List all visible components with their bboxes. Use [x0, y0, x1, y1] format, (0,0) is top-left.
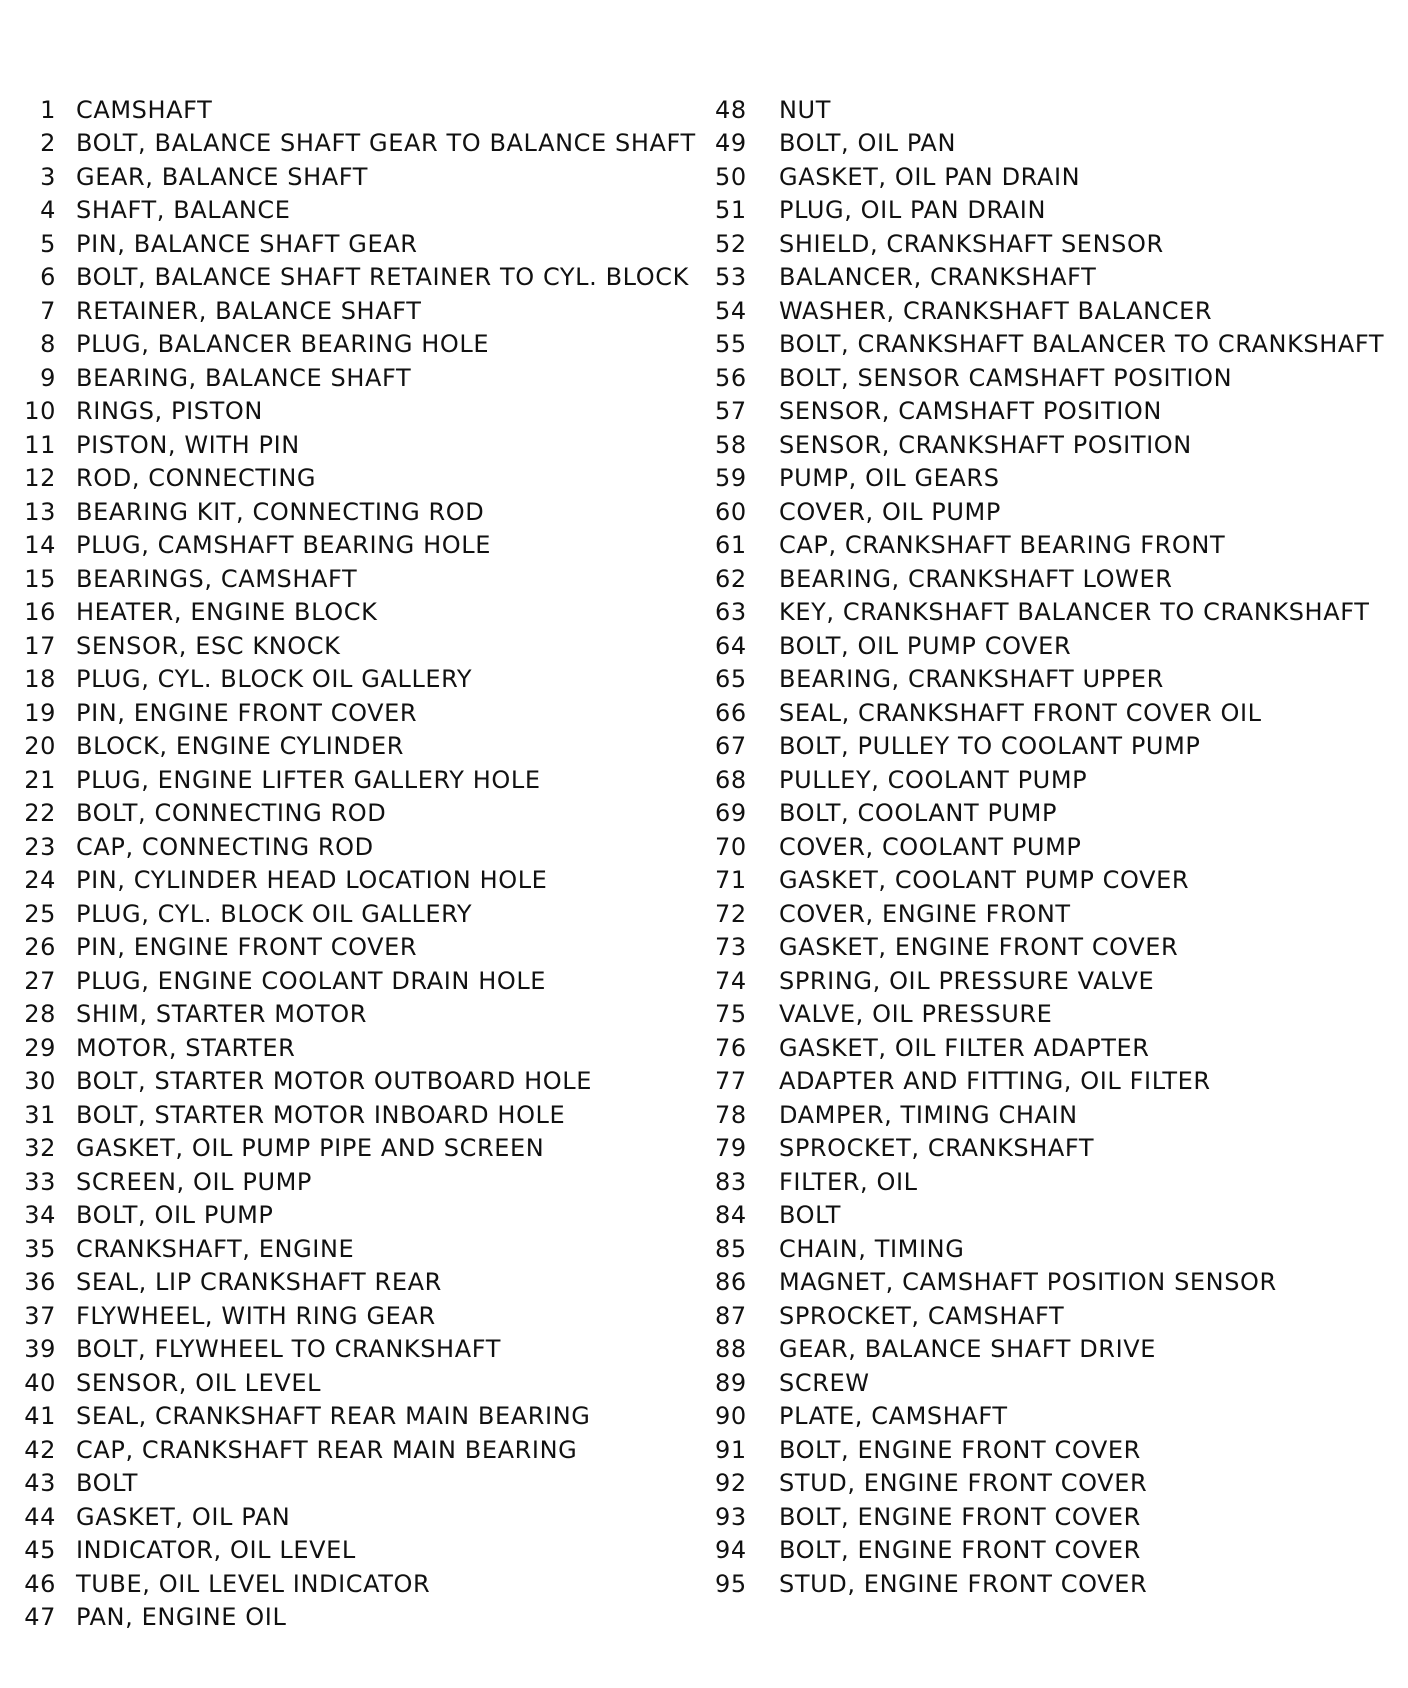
- part-description: GEAR, BALANCE SHAFT DRIVE: [779, 1335, 1157, 1364]
- part-number: 35: [24, 1234, 56, 1263]
- part-number: 15: [24, 564, 56, 593]
- part-row: [715, 1165, 1405, 1199]
- part-row: [8, 830, 708, 864]
- part-description: SENSOR, CAMSHAFT POSITION: [779, 397, 1162, 426]
- part-description: SHIM, STARTER MOTOR: [76, 1000, 368, 1029]
- part-row: [8, 1601, 708, 1635]
- part-row: [8, 395, 708, 429]
- part-description: BEARING, CRANKSHAFT UPPER: [779, 665, 1164, 694]
- part-description: BOLT, OIL PAN: [779, 129, 956, 158]
- part-description: PULLEY, COOLANT PUMP: [779, 765, 1088, 794]
- part-number: 6: [40, 263, 56, 292]
- part-row: [8, 1534, 708, 1568]
- part-number: 9: [40, 363, 56, 392]
- part-row: [8, 730, 708, 764]
- part-row: [8, 1232, 708, 1266]
- part-row: [715, 663, 1405, 697]
- part-description: PIN, BALANCE SHAFT GEAR: [76, 229, 418, 258]
- part-description: PIN, CYLINDER HEAD LOCATION HOLE: [76, 866, 548, 895]
- part-description: SEAL, CRANKSHAFT REAR MAIN BEARING: [76, 1402, 591, 1431]
- part-row: [715, 328, 1405, 362]
- part-row: [715, 428, 1405, 462]
- part-number: 63: [715, 598, 747, 627]
- part-description: GASKET, ENGINE FRONT COVER: [779, 933, 1179, 962]
- part-row: [715, 629, 1405, 663]
- part-row: [8, 428, 708, 462]
- part-row: [715, 395, 1405, 429]
- part-number: 16: [24, 598, 56, 627]
- part-row: [8, 998, 708, 1032]
- part-description: PLUG, CAMSHAFT BEARING HOLE: [76, 531, 491, 560]
- part-number: 87: [715, 1301, 747, 1330]
- part-description: BOLT, FLYWHEEL TO CRANKSHAFT: [76, 1335, 501, 1364]
- part-row: [715, 596, 1405, 630]
- part-description: PAN, ENGINE OIL: [76, 1603, 287, 1632]
- part-number: 91: [715, 1435, 747, 1464]
- part-description: TUBE, OIL LEVEL INDICATOR: [76, 1569, 431, 1598]
- part-description: MOTOR, STARTER: [76, 1033, 296, 1062]
- part-number: 11: [24, 430, 56, 459]
- part-description: BOLT, ENGINE FRONT COVER: [779, 1435, 1141, 1464]
- part-description: HEATER, ENGINE BLOCK: [76, 598, 378, 627]
- part-row: [715, 1299, 1405, 1333]
- part-description: PIN, ENGINE FRONT COVER: [76, 933, 418, 962]
- part-row: [715, 1366, 1405, 1400]
- part-row: [715, 1199, 1405, 1233]
- part-number: 65: [715, 665, 747, 694]
- part-row: [715, 1333, 1405, 1367]
- part-row: [8, 1467, 708, 1501]
- part-number: 20: [24, 732, 56, 761]
- part-description: BOLT, BALANCE SHAFT GEAR TO BALANCE SHAFT: [76, 129, 696, 158]
- part-number: 57: [715, 397, 747, 426]
- part-number: 51: [715, 196, 747, 225]
- part-number: 33: [24, 1167, 56, 1196]
- part-row: [715, 261, 1405, 295]
- part-number: 10: [24, 397, 56, 426]
- part-row: [715, 194, 1405, 228]
- part-description: NUT: [779, 95, 831, 124]
- part-number: 88: [715, 1335, 747, 1364]
- part-number: 34: [24, 1201, 56, 1230]
- part-row: [8, 797, 708, 831]
- part-description: CAP, CRANKSHAFT BEARING FRONT: [779, 531, 1226, 560]
- part-row: [715, 797, 1405, 831]
- part-number: 86: [715, 1268, 747, 1297]
- part-row: [715, 1031, 1405, 1065]
- part-description: FILTER, OIL: [779, 1167, 918, 1196]
- part-number: 30: [24, 1067, 56, 1096]
- part-description: COVER, OIL PUMP: [779, 497, 1001, 526]
- part-description: STUD, ENGINE FRONT COVER: [779, 1469, 1148, 1498]
- part-description: BEARING, CRANKSHAFT LOWER: [779, 564, 1173, 593]
- part-description: SPROCKET, CAMSHAFT: [779, 1301, 1065, 1330]
- part-description: INDICATOR, OIL LEVEL: [76, 1536, 356, 1565]
- part-row: [715, 127, 1405, 161]
- part-row: [715, 1500, 1405, 1534]
- part-number: 29: [24, 1033, 56, 1062]
- part-description: PLUG, OIL PAN DRAIN: [779, 196, 1047, 225]
- part-number: 2: [40, 129, 56, 158]
- part-description: BOLT: [779, 1201, 842, 1230]
- part-row: [8, 1266, 708, 1300]
- part-number: 14: [24, 531, 56, 560]
- part-number: 73: [715, 933, 747, 962]
- part-number: 37: [24, 1301, 56, 1330]
- part-number: 76: [715, 1033, 747, 1062]
- part-row: [8, 1366, 708, 1400]
- part-row: [715, 1132, 1405, 1166]
- part-row: [8, 1132, 708, 1166]
- part-description: PIN, ENGINE FRONT COVER: [76, 698, 418, 727]
- part-row: [8, 529, 708, 563]
- part-number: 39: [24, 1335, 56, 1364]
- part-description: PLATE, CAMSHAFT: [779, 1402, 1008, 1431]
- part-description: GASKET, OIL PAN DRAIN: [779, 162, 1081, 191]
- part-row: [8, 931, 708, 965]
- part-description: ADAPTER AND FITTING, OIL FILTER: [779, 1067, 1211, 1096]
- part-description: SPRING, OIL PRESSURE VALVE: [779, 966, 1155, 995]
- part-number: 53: [715, 263, 747, 292]
- part-number: 77: [715, 1067, 747, 1096]
- part-row: [715, 1567, 1405, 1601]
- part-description: BOLT, ENGINE FRONT COVER: [779, 1536, 1141, 1565]
- part-row: [715, 160, 1405, 194]
- part-number: 4: [40, 196, 56, 225]
- part-number: 44: [24, 1502, 56, 1531]
- part-description: BOLT, STARTER MOTOR OUTBOARD HOLE: [76, 1067, 592, 1096]
- part-description: PLUG, ENGINE LIFTER GALLERY HOLE: [76, 765, 541, 794]
- part-row: [715, 227, 1405, 261]
- part-number: 1: [40, 95, 56, 124]
- part-description: BOLT, STARTER MOTOR INBOARD HOLE: [76, 1100, 566, 1129]
- part-description: BOLT, SENSOR CAMSHAFT POSITION: [779, 363, 1233, 392]
- part-description: BLOCK, ENGINE CYLINDER: [76, 732, 405, 761]
- part-number: 43: [24, 1469, 56, 1498]
- part-description: SHIELD, CRANKSHAFT SENSOR: [779, 229, 1164, 258]
- part-row: [8, 1333, 708, 1367]
- part-description: GASKET, COOLANT PUMP COVER: [779, 866, 1190, 895]
- part-description: ROD, CONNECTING: [76, 464, 317, 493]
- part-row: [8, 562, 708, 596]
- part-description: BOLT, COOLANT PUMP: [779, 799, 1058, 828]
- part-number: 92: [715, 1469, 747, 1498]
- parts-list-left-column: [8, 93, 708, 1634]
- part-row: [715, 1266, 1405, 1300]
- part-description: VALVE, OIL PRESSURE: [779, 1000, 1053, 1029]
- part-number: 70: [715, 832, 747, 861]
- part-number: 31: [24, 1100, 56, 1129]
- part-row: [8, 227, 708, 261]
- part-row: [8, 964, 708, 998]
- part-number: 66: [715, 698, 747, 727]
- part-row: [8, 1199, 708, 1233]
- part-description: PLUG, BALANCER BEARING HOLE: [76, 330, 490, 359]
- part-number: 67: [715, 732, 747, 761]
- part-row: [8, 1031, 708, 1065]
- part-number: 21: [24, 765, 56, 794]
- part-description: BEARINGS, CAMSHAFT: [76, 564, 358, 593]
- part-row: [715, 462, 1405, 496]
- part-number: 26: [24, 933, 56, 962]
- part-number: 28: [24, 1000, 56, 1029]
- part-row: [8, 1433, 708, 1467]
- part-number: 61: [715, 531, 747, 560]
- part-description: RETAINER, BALANCE SHAFT: [76, 296, 422, 325]
- part-number: 59: [715, 464, 747, 493]
- part-number: 32: [24, 1134, 56, 1163]
- part-description: SENSOR, CRANKSHAFT POSITION: [779, 430, 1192, 459]
- part-number: 36: [24, 1268, 56, 1297]
- part-row: [715, 1232, 1405, 1266]
- part-number: 54: [715, 296, 747, 325]
- part-description: GASKET, OIL PUMP PIPE AND SCREEN: [76, 1134, 545, 1163]
- part-description: CRANKSHAFT, ENGINE: [76, 1234, 355, 1263]
- part-number: 49: [715, 129, 747, 158]
- part-description: SCREW: [779, 1368, 870, 1397]
- part-description: BOLT, OIL PUMP COVER: [779, 631, 1072, 660]
- part-number: 95: [715, 1569, 747, 1598]
- part-number: 8: [40, 330, 56, 359]
- part-number: 62: [715, 564, 747, 593]
- part-description: PLUG, ENGINE COOLANT DRAIN HOLE: [76, 966, 547, 995]
- part-number: 69: [715, 799, 747, 828]
- part-row: [715, 93, 1405, 127]
- part-description: SENSOR, ESC KNOCK: [76, 631, 341, 660]
- part-number: 84: [715, 1201, 747, 1230]
- part-row: [8, 897, 708, 931]
- part-description: BOLT, PULLEY TO COOLANT PUMP: [779, 732, 1201, 761]
- part-row: [715, 361, 1405, 395]
- part-row: [8, 495, 708, 529]
- part-description: PLUG, CYL. BLOCK OIL GALLERY: [76, 665, 473, 694]
- part-row: [8, 1400, 708, 1434]
- part-number: 19: [24, 698, 56, 727]
- part-description: SPROCKET, CRANKSHAFT: [779, 1134, 1095, 1163]
- part-row: [8, 1065, 708, 1099]
- part-row: [715, 1534, 1405, 1568]
- part-number: 75: [715, 1000, 747, 1029]
- parts-list-right-column: [715, 93, 1405, 1601]
- part-description: BOLT, BALANCE SHAFT RETAINER TO CYL. BLOCK: [76, 263, 689, 292]
- part-row: [8, 261, 708, 295]
- part-description: BOLT, CRANKSHAFT BALANCER TO CRANKSHAFT: [779, 330, 1385, 359]
- part-description: CHAIN, TIMING: [779, 1234, 965, 1263]
- part-row: [715, 562, 1405, 596]
- part-number: 52: [715, 229, 747, 258]
- part-number: 27: [24, 966, 56, 995]
- part-row: [8, 93, 708, 127]
- part-description: PISTON, WITH PIN: [76, 430, 300, 459]
- part-row: [715, 696, 1405, 730]
- part-description: SEAL, CRANKSHAFT FRONT COVER OIL: [779, 698, 1262, 727]
- part-number: 60: [715, 497, 747, 526]
- part-row: [8, 294, 708, 328]
- part-number: 12: [24, 464, 56, 493]
- part-number: 48: [715, 95, 747, 124]
- part-row: [715, 864, 1405, 898]
- part-description: RINGS, PISTON: [76, 397, 263, 426]
- part-number: 22: [24, 799, 56, 828]
- part-number: 7: [40, 296, 56, 325]
- part-description: STUD, ENGINE FRONT COVER: [779, 1569, 1148, 1598]
- part-number: 90: [715, 1402, 747, 1431]
- part-number: 13: [24, 497, 56, 526]
- part-description: BALANCER, CRANKSHAFT: [779, 263, 1097, 292]
- part-number: 85: [715, 1234, 747, 1263]
- part-number: 17: [24, 631, 56, 660]
- part-description: BOLT: [76, 1469, 139, 1498]
- part-description: BEARING KIT, CONNECTING ROD: [76, 497, 485, 526]
- part-row: [8, 663, 708, 697]
- part-number: 18: [24, 665, 56, 694]
- part-number: 64: [715, 631, 747, 660]
- part-row: [715, 964, 1405, 998]
- part-number: 89: [715, 1368, 747, 1397]
- part-number: 40: [24, 1368, 56, 1397]
- part-description: FLYWHEEL, WITH RING GEAR: [76, 1301, 436, 1330]
- part-description: SHAFT, BALANCE: [76, 196, 291, 225]
- part-description: DAMPER, TIMING CHAIN: [779, 1100, 1078, 1129]
- part-number: 72: [715, 899, 747, 928]
- part-number: 56: [715, 363, 747, 392]
- part-number: 78: [715, 1100, 747, 1129]
- part-row: [8, 361, 708, 395]
- part-number: 23: [24, 832, 56, 861]
- part-number: 47: [24, 1603, 56, 1632]
- part-number: 71: [715, 866, 747, 895]
- part-description: GASKET, OIL PAN: [76, 1502, 291, 1531]
- part-row: [8, 1098, 708, 1132]
- part-description: KEY, CRANKSHAFT BALANCER TO CRANKSHAFT: [779, 598, 1370, 627]
- part-number: 42: [24, 1435, 56, 1464]
- part-number: 46: [24, 1569, 56, 1598]
- part-description: GEAR, BALANCE SHAFT: [76, 162, 368, 191]
- part-description: SEAL, LIP CRANKSHAFT REAR: [76, 1268, 442, 1297]
- part-number: 25: [24, 899, 56, 928]
- part-row: [715, 730, 1405, 764]
- part-row: [8, 328, 708, 362]
- part-row: [8, 763, 708, 797]
- part-description: BOLT, ENGINE FRONT COVER: [779, 1502, 1141, 1531]
- part-description: PLUG, CYL. BLOCK OIL GALLERY: [76, 899, 473, 928]
- part-description: COVER, COOLANT PUMP: [779, 832, 1082, 861]
- part-description: BOLT, CONNECTING ROD: [76, 799, 387, 828]
- part-row: [715, 1433, 1405, 1467]
- part-row: [715, 1400, 1405, 1434]
- part-row: [8, 696, 708, 730]
- part-row: [715, 763, 1405, 797]
- part-description: PUMP, OIL GEARS: [779, 464, 1000, 493]
- part-description: MAGNET, CAMSHAFT POSITION SENSOR: [779, 1268, 1277, 1297]
- part-number: 58: [715, 430, 747, 459]
- part-number: 45: [24, 1536, 56, 1565]
- part-row: [8, 864, 708, 898]
- part-number: 93: [715, 1502, 747, 1531]
- part-number: 3: [40, 162, 56, 191]
- part-row: [8, 194, 708, 228]
- part-row: [715, 1467, 1405, 1501]
- part-number: 50: [715, 162, 747, 191]
- part-description: SCREEN, OIL PUMP: [76, 1167, 312, 1196]
- part-number: 41: [24, 1402, 56, 1431]
- part-row: [8, 462, 708, 496]
- part-row: [715, 529, 1405, 563]
- part-number: 94: [715, 1536, 747, 1565]
- part-description: BOLT, OIL PUMP: [76, 1201, 274, 1230]
- part-description: WASHER, CRANKSHAFT BALANCER: [779, 296, 1213, 325]
- part-row: [8, 1567, 708, 1601]
- part-description: BEARING, BALANCE SHAFT: [76, 363, 412, 392]
- part-description: CAMSHAFT: [76, 95, 213, 124]
- part-number: 74: [715, 966, 747, 995]
- part-row: [715, 830, 1405, 864]
- part-description: GASKET, OIL FILTER ADAPTER: [779, 1033, 1150, 1062]
- part-number: 68: [715, 765, 747, 794]
- part-row: [715, 495, 1405, 529]
- part-row: [8, 1165, 708, 1199]
- part-number: 79: [715, 1134, 747, 1163]
- part-description: CAP, CRANKSHAFT REAR MAIN BEARING: [76, 1435, 578, 1464]
- part-row: [715, 1098, 1405, 1132]
- part-description: COVER, ENGINE FRONT: [779, 899, 1071, 928]
- part-number: 55: [715, 330, 747, 359]
- part-row: [715, 1065, 1405, 1099]
- part-row: [715, 998, 1405, 1032]
- part-row: [8, 1299, 708, 1333]
- part-row: [8, 596, 708, 630]
- part-row: [715, 897, 1405, 931]
- part-number: 24: [24, 866, 56, 895]
- part-number: 5: [40, 229, 56, 258]
- part-description: CAP, CONNECTING ROD: [76, 832, 374, 861]
- part-row: [8, 127, 708, 161]
- part-number: 83: [715, 1167, 747, 1196]
- part-row: [715, 931, 1405, 965]
- part-description: SENSOR, OIL LEVEL: [76, 1368, 322, 1397]
- part-row: [8, 1500, 708, 1534]
- part-row: [715, 294, 1405, 328]
- part-row: [8, 629, 708, 663]
- part-row: [8, 160, 708, 194]
